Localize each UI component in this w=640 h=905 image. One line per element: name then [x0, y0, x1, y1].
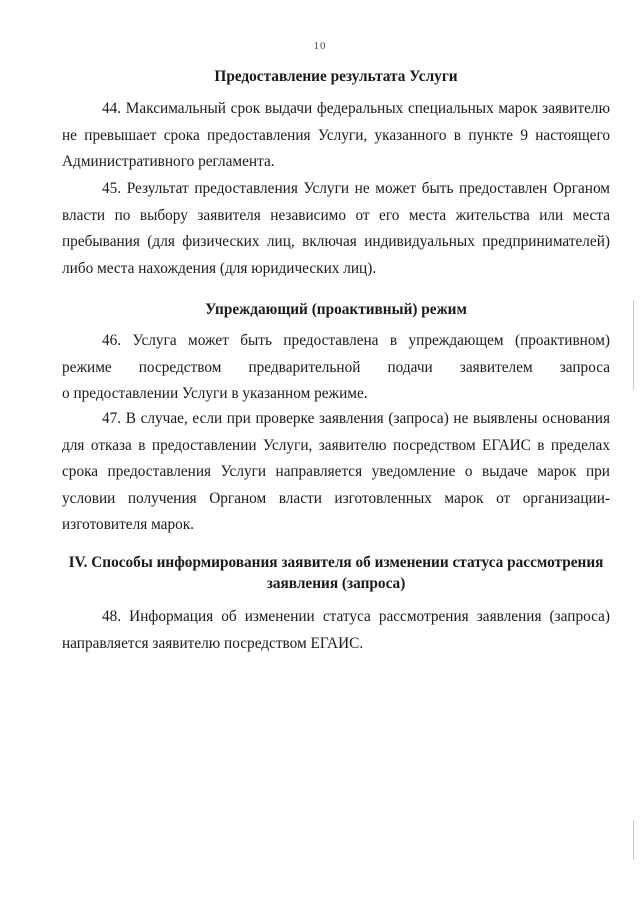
scan-edge-mark [633, 820, 634, 860]
paragraph-46-line-3: о предоставлении Услуги в указанном режиме. [62, 385, 368, 402]
section-heading-result: Предоставление результата Услуги [214, 68, 458, 85]
paragraph-45: 45. Результат предоставления Услуги не может быть предоставлен Органом власти по выбору заявителя независимо от его места жительства или места пребывания (для физических лиц, включая индивидуальных предпринимателей) либо места нахождения (для юридических лиц). [62, 180, 610, 277]
page-number: 10 [313, 40, 327, 52]
paragraph-48: 48. Информация об изменении статуса рассмотрения заявления (запроса) направляется заявителю посредством ЕГАИС. [62, 608, 610, 652]
paragraph-44: 44. Максимальный срок выдачи федеральных специальных марок заявителю не превышает срока предоставления Услуги, указанного в пункте 9 настоящего Административного регламента. [62, 100, 610, 170]
paragraph-46 [62, 328, 610, 408]
paragraph-46-line-2: режиме посредством предварительной подачи заявителем запроса [62, 358, 610, 376]
section-heading-proactive: Упреждающий (проактивный) режим [205, 301, 467, 318]
section-heading-iv-line-1: IV. Способы информирования заявителя об изменении статуса рассмотрения [68, 554, 604, 571]
paragraph-46-line-1: 46. Услуга может быть предоставлена в упреждающем (проактивном) [102, 332, 610, 349]
section-heading-iv [62, 552, 610, 594]
scan-edge-mark [633, 300, 634, 390]
paragraph-47: 47. В случае, если при проверке заявления (запроса) не выявлены основания для отказа в предоставлении Услуги, заявителю посредством ЕГАИС в пределах срока предоставления Услуги направляется уведомление о выдаче марок при условии получения Органом власти изготовленных марок от организации-изготовителя марок. [62, 410, 610, 533]
section-heading-iv-line-2: заявления (запроса) [266, 575, 406, 592]
